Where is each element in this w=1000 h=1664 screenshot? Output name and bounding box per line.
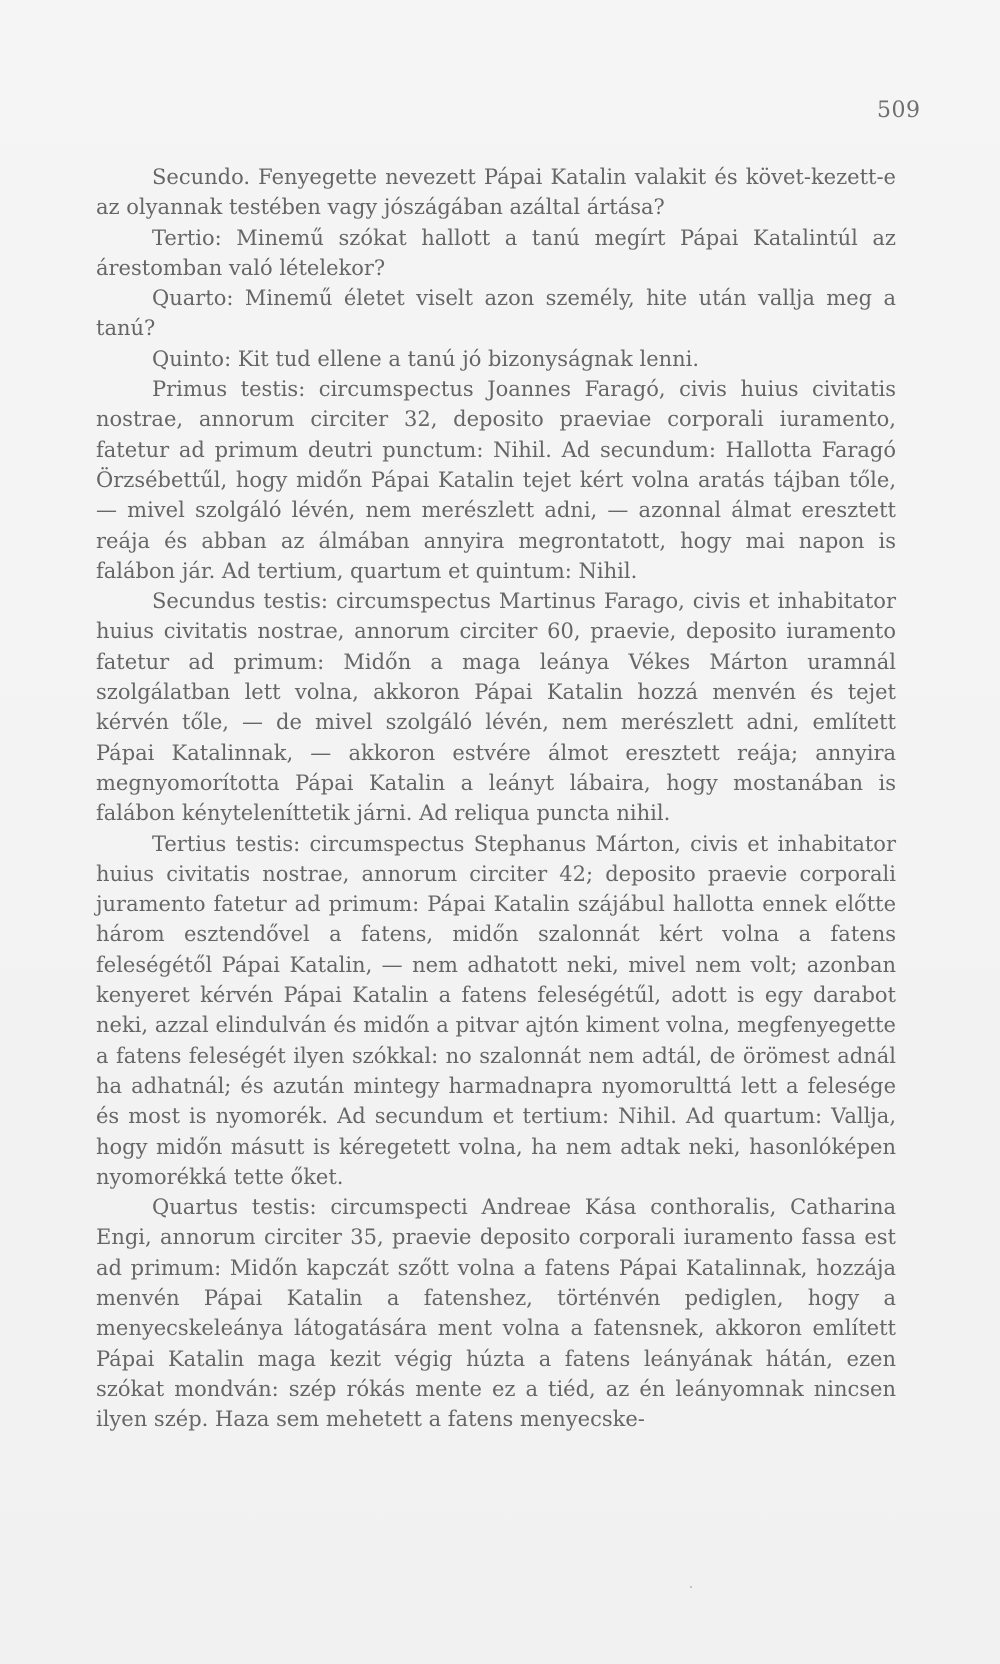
paragraph-secundus-testis: Secundus testis: circumspectus Martinus Farago, civis et inhabitator huius civitatis nostrae, annorum circiter 60, praevie, deposito iuramento fatetur ad primum: Midőn a maga leánya Vékes Márton uramnál szolgálatban lett volna, akkoron Pápai Katalin hozzá menvén és tejet kérvén tőle, — de mivel szolgáló lévén, nem merészlett adni, említett Pápai Katalinnak, — akkoron estvére álmot eresztett reája; annyira megnyomorította Pápai Katalin a leányt lábaira, hogy mostanában is falábon kényteleníttetik járni. Ad reliqua puncta nihil. (96, 589, 896, 826)
page-number: 509 (877, 98, 921, 123)
paragraph-tertius-testis: Tertius testis: circumspectus Stephanus Márton, civis et inhabitator huius civitatis nostrae, annorum circiter 42; deposito praevie corporali juramento fatetur ad primum: Pápai Katalin szájábul hallotta ennek előtte három esztendővel a fatens, midőn szalonnát kért volna a fatens feleségétől Pápai Katalin, — nem adhatott neki, mivel nem volt; azonban kenyeret kérvén Pápai Katalin a fatens feleségétűl, adott is egy darabot neki, azzal elindulván és midőn a pitvar ajtón kiment volna, megfenyegette a fatens feleségét ilyen szókkal: no szalonnát nem adtál, de örömest adnál ha adhatnál; és azután mintegy harmadnapra nyomorulttá lett a felesége és most is nyomorék. Ad secundum et tertium: Nihil. Ad quartum: Vallja, hogy midőn másutt is kéregetett volna, ha nem adtak neki, hasonlóképen nyomorékká tette őket. (96, 831, 896, 1189)
paper-mark (690, 1586, 692, 1588)
paragraph-quarto: Quarto: Minemű életet viselt azon személy, hite után vallja meg a tanú? (96, 286, 896, 341)
document-text-block (96, 162, 896, 1434)
paragraph-quinto: Quinto: Kit tud ellene a tanú jó bizonyságnak lenni. (152, 346, 700, 371)
paragraph-secundo: Secundo. Fenyegette nevezett Pápai Katalin valakit és követ-kezett-e az olyannak testében vagy jószágában azáltal ártása? (96, 165, 896, 220)
paragraph-primus-testis: Primus testis: circumspectus Joannes Faragó, civis huius civitatis nostrae, annorum circiter 32, deposito praeviae corporali iuramento, fatetur ad primum deutri punctum: Nihil. Ad secundum: Hallotta Faragó Örzsébettűl, hogy midőn Pápai Katalin tejet kért volna aratás tájban tőle, — mivel szolgáló lévén, nem merészlett adni, — azonnal álmat eresztett reája és abban az álmában annyira megrontatott, hogy mai napon is falábon jár. Ad tertium, quartum et quintum: Nihil. (96, 377, 896, 583)
paragraph-tertio: Tertio: Minemű szókat hallott a tanú megírt Pápai Katalintúl az árestomban való lételekor? (96, 225, 896, 280)
paragraph-quartus-testis: Quartus testis: circumspecti Andreae Kása conthoralis, Catharina Engi, annorum circiter 35, praevie deposito corporali iuramento fassa est ad primum: Midőn kapczát szőtt volna a fatens Pápai Katalinnak, hozzája menvén Pápai Katalin a fatenshez, történvén pediglen, hogy a menyecskeleánya látogatására ment volna a fatensnek, akkoron említett Pápai Katalin maga kezit végig húzta a fatens leányának hátán, ezen szókat mondván: szép rókás mente ez a tiéd, az én leányomnak nincsen ilyen szép. Haza sem mehetett a fatens menyecske- (96, 1195, 896, 1432)
